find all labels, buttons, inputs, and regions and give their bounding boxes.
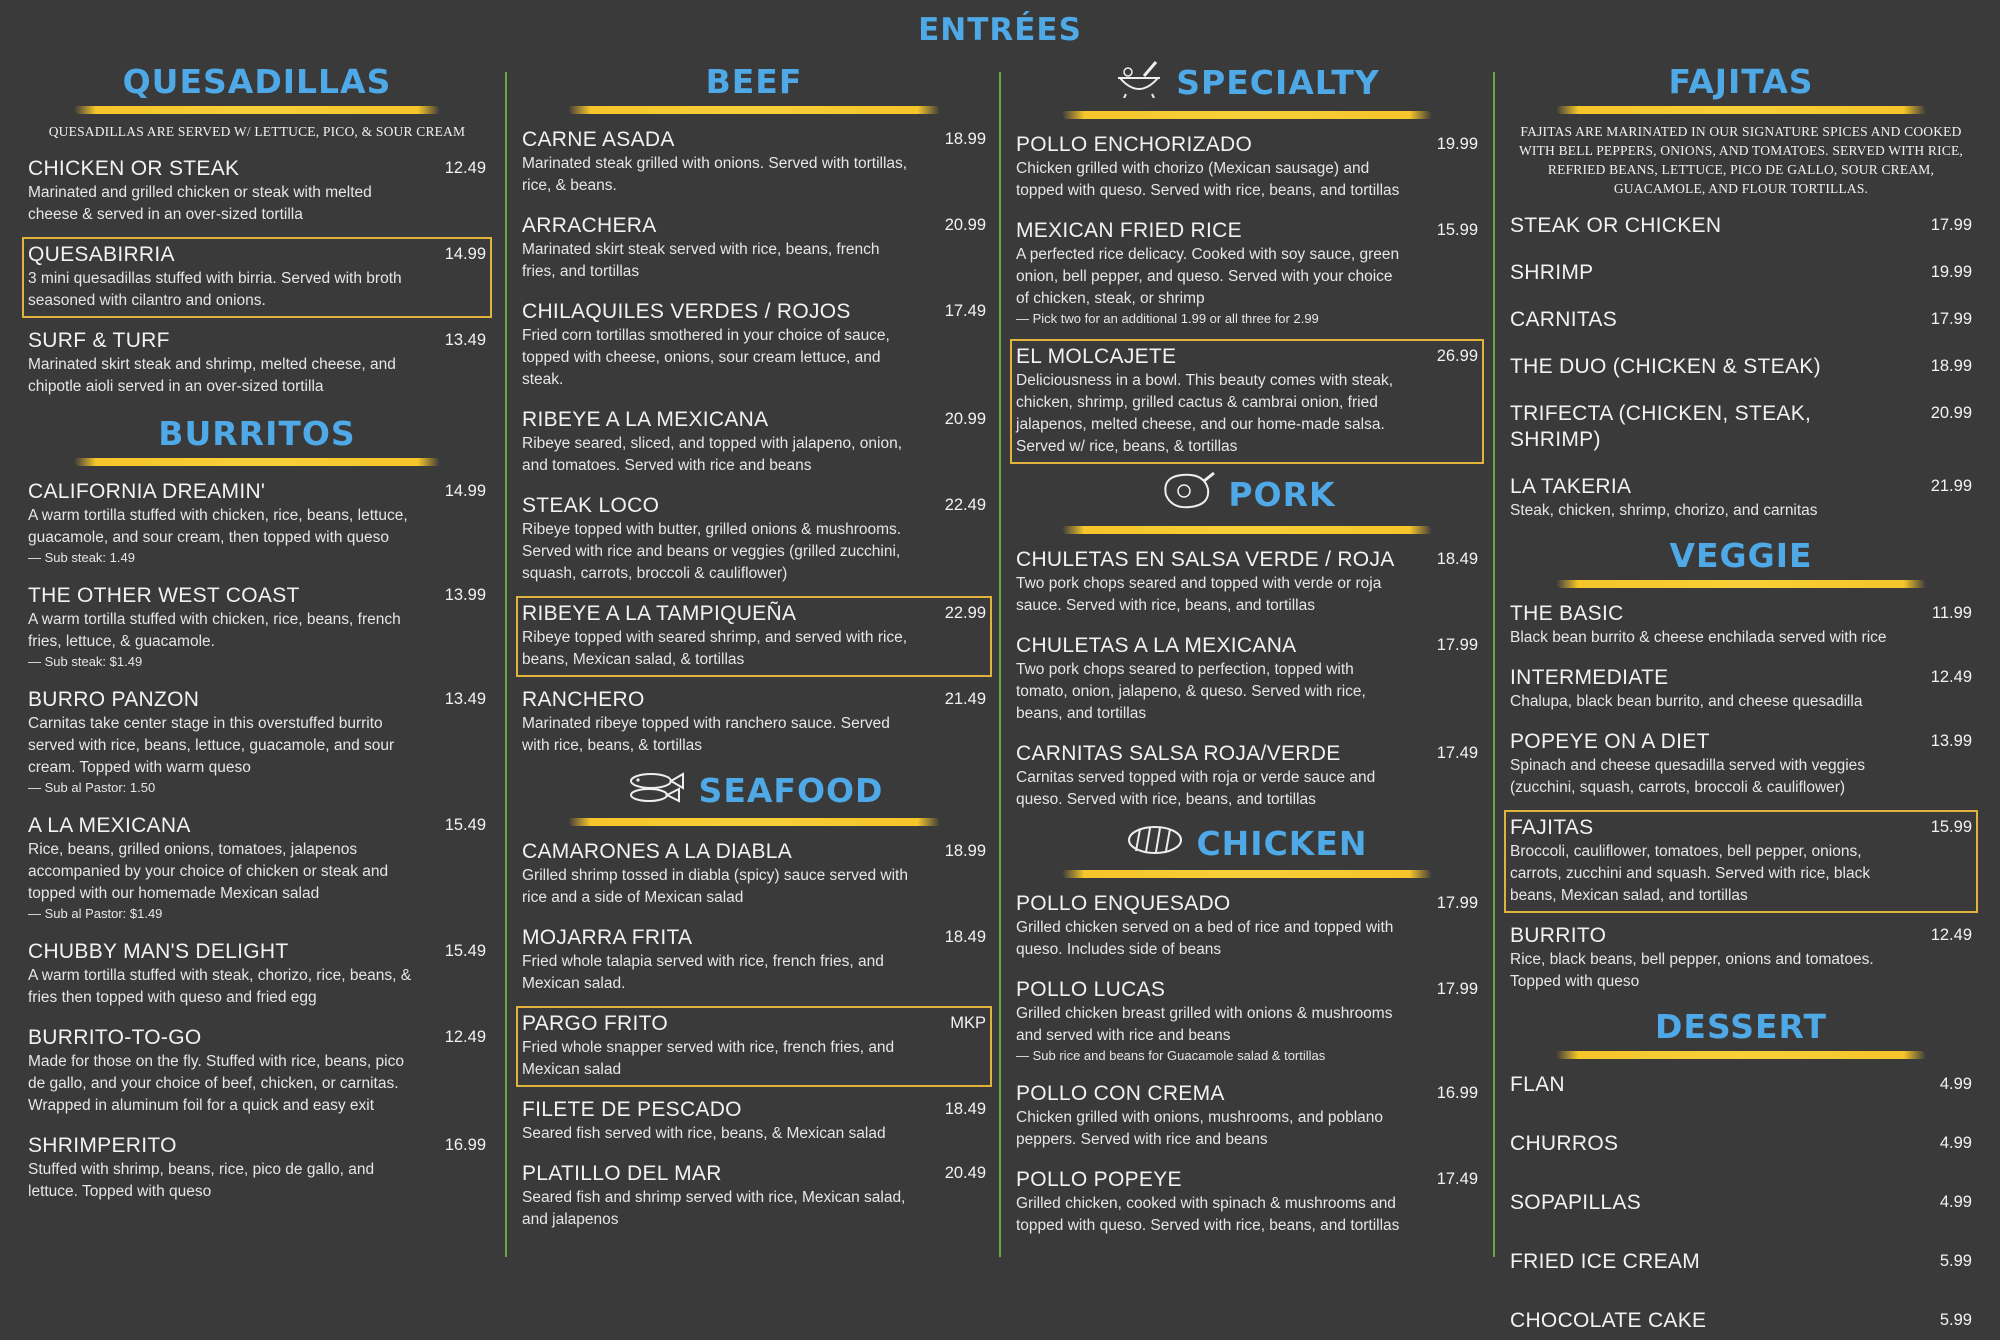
menu-item xyxy=(516,402,992,483)
section-title-fajitas: FAJITAS xyxy=(1668,62,1814,101)
section-title-pork xyxy=(1010,469,1484,524)
menu-item xyxy=(1010,628,1484,731)
item-name: BURRITO xyxy=(1510,924,1607,947)
menu-item xyxy=(22,934,492,1015)
item-description: Steak, chicken, shrimp, chorizo, and carnitas xyxy=(1510,502,1818,519)
item-price: 4.99 xyxy=(1939,1075,1972,1093)
menu-item xyxy=(516,294,992,397)
item-name: SHRIMP xyxy=(1510,261,1594,284)
item-sub-note: — Sub al Pastor: 1.50 xyxy=(28,780,156,795)
section-title-specialty xyxy=(1010,60,1484,109)
column-divider xyxy=(505,72,507,1257)
item-name: SURF & TURF xyxy=(28,329,170,352)
menu-item xyxy=(1010,886,1484,967)
item-name: FILETE DE PESCADO xyxy=(522,1098,742,1121)
item-price: 18.99 xyxy=(1930,357,1972,375)
item-name: CHURROS xyxy=(1510,1132,1619,1155)
item-description: Grilled chicken, cooked with spinach & mushrooms and topped with queso. Served with rice, beans, and tortillas xyxy=(1016,1195,1400,1234)
menu-item xyxy=(1504,1126,1978,1163)
item-description: Fried whole snapper served with rice, french fries, and Mexican salad xyxy=(522,1039,895,1078)
item-price: 12.49 xyxy=(1930,668,1972,686)
item-name: RIBEYE A LA TAMPIQUEÑA xyxy=(522,602,797,625)
item-price: 18.99 xyxy=(944,842,986,860)
section-title-text: CHICKEN xyxy=(1196,824,1368,863)
item-price: 21.99 xyxy=(1930,477,1972,495)
menu-item xyxy=(1504,349,1978,386)
menu-item-featured xyxy=(1010,339,1484,464)
menu-item xyxy=(1504,724,1978,805)
brush-underline xyxy=(1556,106,1926,114)
column-4 xyxy=(1504,60,1978,1332)
menu-item xyxy=(1504,596,1978,655)
item-price: 12.49 xyxy=(444,1028,486,1046)
section-title-veggie: VEGGIE xyxy=(1669,536,1813,575)
brush-underline xyxy=(1062,111,1432,119)
menu-item xyxy=(22,474,492,573)
menu-item xyxy=(22,323,492,404)
item-name: CALIFORNIA DREAMIN' xyxy=(28,480,266,503)
item-price: 20.99 xyxy=(944,216,986,234)
item-price: 13.99 xyxy=(444,586,486,604)
menu-item xyxy=(22,808,492,929)
item-price: 15.99 xyxy=(1930,818,1972,836)
item-price: 20.99 xyxy=(1930,404,1972,422)
item-description: Grilled chicken breast grilled with onions & mushrooms and served with rice and beans xyxy=(1016,1005,1393,1044)
item-name: POLLO ENCHORIZADO xyxy=(1016,133,1253,156)
item-description: Ribeye seared, sliced, and topped with jalapeno, onion, and tomatoes. Served with rice and beans xyxy=(522,435,903,474)
item-name: RANCHERO xyxy=(522,688,645,711)
item-sub-note: — Sub steak: 1.49 xyxy=(28,550,135,565)
section-note: QUESADILLAS ARE SERVED W/ LETTUCE, PICO, & SOUR CREAM xyxy=(48,124,466,139)
brush-underline xyxy=(74,458,441,466)
item-price: 16.99 xyxy=(1436,1084,1478,1102)
menu-item xyxy=(516,920,992,1001)
item-description: Marinated and grilled chicken or steak with melted cheese & served in an over-sized tortilla xyxy=(28,184,372,223)
item-description: Carnitas served topped with roja or verde sauce and queso. Served with rice, beans, and tortillas xyxy=(1016,769,1376,808)
item-description: Grilled chicken served on a bed of rice and topped with queso. Includes side of beans xyxy=(1016,919,1394,958)
item-name: FRIED ICE CREAM xyxy=(1510,1250,1701,1273)
menu-item xyxy=(1504,208,1978,245)
item-name: CHOCOLATE CAKE xyxy=(1510,1309,1707,1332)
section-note: FAJITAS ARE MARINATED IN OUR SIGNATURE SPICES AND COOKED WITH BELL PEPPERS, ONIONS, AND TOMATOES. SERVED WITH RICE, REFRIED BEANS, LETTUCE, PICO DE GALLO, SOUR CREAM, GUACAMOLE, AND FLOUR TORTILLAS. xyxy=(1518,124,1964,196)
item-name: CARNITAS xyxy=(1510,308,1618,331)
item-name: FLAN xyxy=(1510,1073,1565,1096)
item-name: CHULETAS EN SALSA VERDE / ROJA xyxy=(1016,548,1395,571)
section-title-text: SEAFOOD xyxy=(698,771,884,810)
item-description: Seared fish and shrimp served with rice, Mexican salad, and jalapenos xyxy=(522,1189,906,1228)
item-name: LA TAKERIA xyxy=(1510,475,1632,498)
item-name: RIBEYE A LA MEXICANA xyxy=(522,408,769,431)
menu-item xyxy=(1504,1303,1978,1340)
item-description: A perfected rice delicacy. Cooked with soy sauce, green onion, bell pepper, and queso. Served with your choice of chicken, steak, or shrimp xyxy=(1016,246,1400,307)
item-description: Fried corn tortillas smothered in your choice of sauce, topped with cheese, onions, sour cream lettuce, and steak. xyxy=(522,327,890,388)
item-price: 15.49 xyxy=(444,816,486,834)
menu-item xyxy=(1010,972,1484,1071)
item-description: Rice, black beans, bell pepper, onions and tomatoes. Topped with queso xyxy=(1510,951,1874,990)
item-description: A warm tortilla stuffed with chicken, rice, beans, lettuce, guacamole, and sour cream, then topped with queso xyxy=(28,507,408,546)
brush-underline xyxy=(74,106,441,114)
item-description: Made for those on the fly. Stuffed with rice, beans, pico de gallo, and your choice of beef, chicken, or carnitas. Wrapped in aluminum foil for a quick and easy exit xyxy=(28,1053,404,1114)
pork-chop-icon xyxy=(1158,469,1216,524)
item-description: Marinated steak grilled with onions. Served with tortillas, rice, & beans. xyxy=(522,155,908,194)
item-name: BURRITO-TO-GO xyxy=(28,1026,202,1049)
menu-item xyxy=(1010,1162,1484,1243)
item-price: 12.49 xyxy=(1930,926,1972,944)
menu-item-featured xyxy=(22,237,492,318)
item-name: SHRIMPERITO xyxy=(28,1134,177,1157)
menu-item xyxy=(1504,302,1978,339)
item-description: Carnitas take center stage in this overstuffed burrito served with rice, beans, lettuce, guacamole, and sour cream. Topped with warm queso xyxy=(28,715,395,776)
menu-item xyxy=(1504,469,1978,528)
menu-item xyxy=(22,1020,492,1123)
item-price: 5.99 xyxy=(1939,1311,1972,1329)
item-description: Deliciousness in a bowl. This beauty comes with steak, chicken, shrimp, grilled cactus & cambrai onion, fried jalapenos, melted cheese, and our home-made salsa. Served w/ rice, beans, & tortillas xyxy=(1016,372,1394,455)
column-3 xyxy=(1010,60,1484,1258)
column-divider xyxy=(1493,72,1495,1257)
item-name: CHULETAS A LA MEXICANA xyxy=(1016,634,1297,657)
column-1 xyxy=(22,60,492,1258)
item-name: POLLO LUCAS xyxy=(1016,978,1166,1001)
menu-item xyxy=(516,1156,992,1237)
item-name: ARRACHERA xyxy=(522,214,657,237)
item-price: 14.99 xyxy=(444,482,486,500)
item-description: Seared fish served with rice, beans, & Mexican salad xyxy=(522,1125,886,1142)
item-price: 18.49 xyxy=(944,1100,986,1118)
section-title-quesadillas: QUESADILLAS xyxy=(122,62,392,101)
item-price: 17.49 xyxy=(1436,1170,1478,1188)
item-description: Chicken grilled with chorizo (Mexican sausage) and topped with queso. Served with rice, beans, and tortillas xyxy=(1016,160,1400,199)
section-title-chicken xyxy=(1010,822,1484,868)
item-price: 18.49 xyxy=(944,928,986,946)
item-price: 17.99 xyxy=(1436,636,1478,654)
item-price: 13.49 xyxy=(444,690,486,708)
item-price: 12.49 xyxy=(444,159,486,177)
item-description: Black bean burrito & cheese enchilada served with rice xyxy=(1510,629,1887,646)
item-description: Rice, beans, grilled onions, tomatoes, jalapenos accompanied by your choice of chicken or steak and topped with our homemade Mexican salad xyxy=(28,841,389,902)
item-price: 15.99 xyxy=(1436,221,1478,239)
item-name: MEXICAN FRIED RICE xyxy=(1016,219,1242,242)
item-price: 15.49 xyxy=(444,942,486,960)
menu-item xyxy=(22,682,492,803)
menu-item xyxy=(516,122,992,203)
brush-underline xyxy=(568,818,939,826)
section-title-text: SPECIALTY xyxy=(1176,63,1380,102)
item-description: Two pork chops seared to perfection, topped with tomato, onion, jalapeno, & queso. Served with rice, beans, and tortillas xyxy=(1016,661,1366,722)
column-divider xyxy=(999,72,1001,1257)
item-name: A LA MEXICANA xyxy=(28,814,191,837)
item-price: 17.99 xyxy=(1930,216,1972,234)
item-price: 4.99 xyxy=(1939,1134,1972,1152)
item-name: POLLO POPEYE xyxy=(1016,1168,1182,1191)
item-name: POLLO ENQUESADO xyxy=(1016,892,1231,915)
menu-item xyxy=(1010,1076,1484,1157)
menu-item xyxy=(1504,396,1978,459)
item-price: 16.99 xyxy=(444,1136,486,1154)
item-description: Spinach and cheese quesadilla served with veggies (zucchini, squash, carrots, broccoli & cauliflower) xyxy=(1510,757,1866,796)
item-price: 20.99 xyxy=(944,410,986,428)
menu-item xyxy=(1504,918,1978,999)
section-title-seafood xyxy=(516,769,992,816)
item-description: 3 mini quesadillas stuffed with birria. Served with broth seasoned with cilantro and onions. xyxy=(28,270,402,309)
brush-underline xyxy=(1556,1051,1926,1059)
item-description: A warm tortilla stuffed with steak, chorizo, rice, beans, & fries then topped with queso and fried egg xyxy=(28,967,412,1006)
item-price: 17.49 xyxy=(944,302,986,320)
item-sub-note: — Pick two for an additional 1.99 or all three for 2.99 xyxy=(1016,311,1319,326)
item-description: Grilled shrimp tossed in diabla (spicy) sauce served with rice and a side of Mexican salad xyxy=(522,867,908,906)
item-description: Ribeye topped with seared shrimp, and served with rice, beans, Mexican salad, & tortillas xyxy=(522,629,908,668)
item-description: Marinated skirt steak served with rice, beans, french fries, and tortillas xyxy=(522,241,880,280)
menu-item xyxy=(516,834,992,915)
item-price: 17.49 xyxy=(1436,744,1478,762)
item-name: CARNE ASADA xyxy=(522,128,675,151)
item-price: 17.99 xyxy=(1436,980,1478,998)
item-name: THE BASIC xyxy=(1510,602,1624,625)
menu-item xyxy=(1504,1067,1978,1104)
item-name: CHICKEN OR STEAK xyxy=(28,157,240,180)
menu-item xyxy=(516,208,992,289)
item-description: Chalupa, black bean burrito, and cheese quesadilla xyxy=(1510,693,1863,710)
item-price: 5.99 xyxy=(1939,1252,1972,1270)
item-price: 26.99 xyxy=(1436,347,1478,365)
item-price: 21.49 xyxy=(944,690,986,708)
item-description: A warm tortilla stuffed with chicken, rice, beans, french fries, lettuce, & guacamole. xyxy=(28,611,401,650)
item-name: CHILAQUILES VERDES / ROJOS xyxy=(522,300,851,323)
item-price: 18.99 xyxy=(944,130,986,148)
item-price: 20.49 xyxy=(944,1164,986,1182)
item-description: Stuffed with shrimp, beans, rice, pico de gallo, and lettuce. Topped with queso xyxy=(28,1161,375,1200)
menu-item xyxy=(1010,542,1484,623)
item-name: BURRO PANZON xyxy=(28,688,200,711)
item-description: Marinated skirt steak and shrimp, melted cheese, and chipotle aioli served in an over-sized tortilla xyxy=(28,356,396,395)
menu-item xyxy=(22,578,492,677)
item-price: 14.99 xyxy=(444,245,486,263)
menu-item xyxy=(22,1128,492,1209)
brush-underline xyxy=(1556,580,1926,588)
menu-item-featured xyxy=(1504,810,1978,913)
item-price: 22.49 xyxy=(944,496,986,514)
item-name: FAJITAS xyxy=(1510,816,1594,839)
item-name: PLATILLO DEL MAR xyxy=(522,1162,722,1185)
item-price: 11.99 xyxy=(1931,604,1972,622)
item-name: POLLO CON CREMA xyxy=(1016,1082,1225,1105)
item-price: 13.99 xyxy=(1930,732,1972,750)
menu-item xyxy=(516,488,992,591)
item-name: STEAK OR CHICKEN xyxy=(1510,214,1722,237)
item-price: 19.99 xyxy=(1436,135,1478,153)
item-name: CAMARONES A LA DIABLA xyxy=(522,840,793,863)
menu-item xyxy=(1504,255,1978,292)
brush-underline xyxy=(1062,526,1432,534)
menu-item xyxy=(516,1092,992,1151)
item-name: QUESABIRRIA xyxy=(28,243,175,266)
item-name: THE OTHER WEST COAST xyxy=(28,584,300,607)
item-name: CARNITAS SALSA ROJA/VERDE xyxy=(1016,742,1341,765)
menu-item-featured xyxy=(516,1006,992,1087)
fish-icon xyxy=(625,769,687,816)
item-name: EL MOLCAJETE xyxy=(1016,345,1177,368)
item-description: Chicken grilled with onions, mushrooms, and poblano peppers. Served with rice and beans xyxy=(1016,1109,1384,1148)
item-price: 4.99 xyxy=(1939,1193,1972,1211)
item-price: 13.49 xyxy=(444,331,486,349)
section-title-beef: BEEF xyxy=(705,62,803,101)
item-description: Fried whole talapia served with rice, french fries, and Mexican salad. xyxy=(522,953,884,992)
item-price: 17.99 xyxy=(1930,310,1972,328)
menu-item xyxy=(1504,660,1978,719)
menu-item xyxy=(516,682,992,763)
item-name: POPEYE ON A DIET xyxy=(1510,730,1710,753)
item-name: INTERMEDIATE xyxy=(1510,666,1669,689)
item-description: Broccoli, cauliflower, tomatoes, bell pepper, onions, carrots, zucchini and squash. Served with rice, black beans, Mexican salad, and tortillas xyxy=(1510,843,1871,904)
item-description: Marinated ribeye topped with ranchero sauce. Served with rice, beans, & tortillas xyxy=(522,715,890,754)
item-price: MKP xyxy=(950,1014,986,1032)
section-title-burritos: BURRITOS xyxy=(158,414,356,453)
item-sub-note: — Sub steak: $1.49 xyxy=(28,654,143,669)
item-price: 18.49 xyxy=(1436,550,1478,568)
item-name: STEAK LOCO xyxy=(522,494,660,517)
menu-item xyxy=(1010,736,1484,817)
grilled-chicken-icon xyxy=(1126,823,1184,868)
item-name: MOJARRA FRITA xyxy=(522,926,693,949)
item-sub-note: — Sub al Pastor: $1.49 xyxy=(28,906,163,921)
menu-item xyxy=(1010,213,1484,334)
brush-underline xyxy=(568,106,939,114)
item-price: 19.99 xyxy=(1930,263,1972,281)
item-description: Two pork chops seared and topped with verde or roja sauce. Served with rice, beans, and tortillas xyxy=(1016,575,1382,614)
column-2 xyxy=(516,60,992,1258)
item-description: Ribeye topped with butter, grilled onions & mushrooms. Served with rice and beans or veggies (grilled zucchini, squash, carrots, broccoli & cauliflower) xyxy=(522,521,902,582)
brush-underline xyxy=(1062,870,1432,878)
item-name: TRIFECTA (CHICKEN, STEAK, SHRIMP) xyxy=(1510,402,1812,451)
item-name: SOPAPILLAS xyxy=(1510,1191,1642,1214)
menu-item xyxy=(22,151,492,232)
menu-item-featured xyxy=(516,596,992,677)
section-title-text: PORK xyxy=(1228,475,1336,514)
menu-item xyxy=(1504,1244,1978,1281)
item-price: 22.99 xyxy=(944,604,986,622)
item-name: PARGO FRITO xyxy=(522,1012,669,1035)
item-price: 17.99 xyxy=(1436,894,1478,912)
page-title: ENTRÉES xyxy=(918,12,1082,48)
molcajete-icon xyxy=(1114,60,1164,109)
menu-item xyxy=(1504,1185,1978,1222)
menu-item xyxy=(1010,127,1484,208)
section-title-dessert: DESSERT xyxy=(1655,1007,1827,1046)
item-sub-note: — Sub rice and beans for Guacamole salad & tortillas xyxy=(1016,1048,1326,1063)
item-name: CHUBBY MAN'S DELIGHT xyxy=(28,940,289,963)
item-name: THE DUO (CHICKEN & STEAK) xyxy=(1510,355,1821,378)
